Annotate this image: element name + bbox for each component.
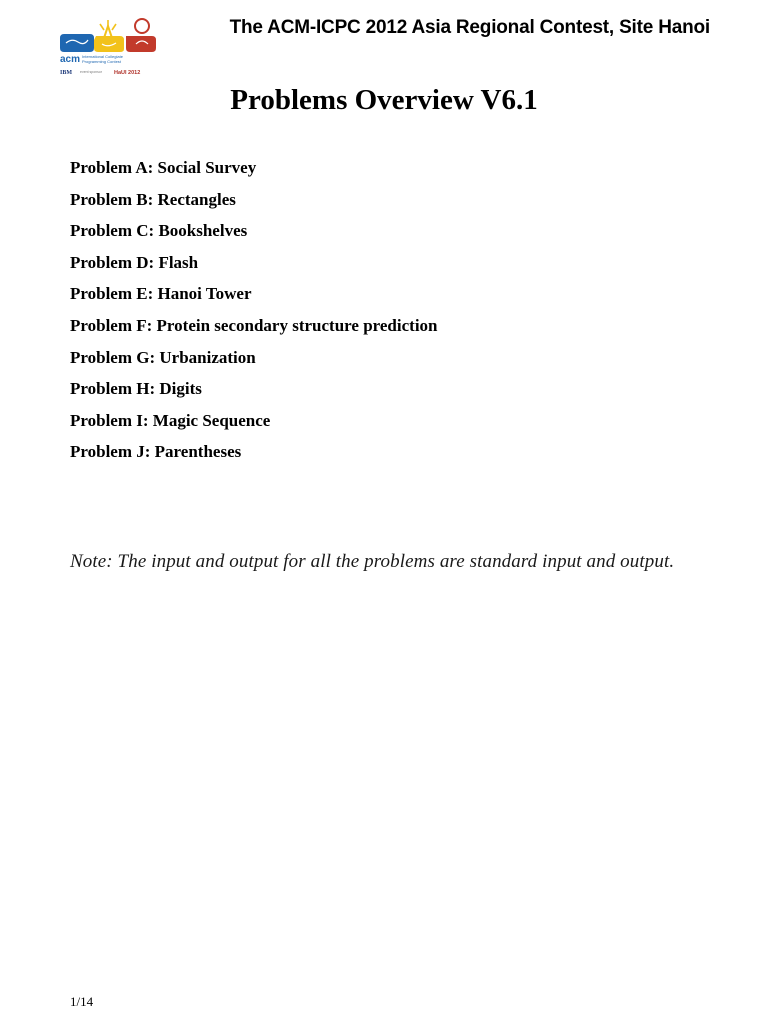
logo-host: HaUI 2012 bbox=[114, 70, 141, 76]
list-item: Problem E: Hanoi Tower bbox=[70, 284, 252, 304]
note-paragraph: Note: The input and output for all the problems are standard input and output. bbox=[70, 551, 675, 572]
list-item: Problem J: Parentheses bbox=[70, 442, 242, 462]
list-item: Problem I: Magic Sequence bbox=[70, 410, 271, 430]
list-item: Problem A: Social Survey bbox=[70, 158, 257, 177]
list-item: Problem H: Digits bbox=[70, 379, 202, 399]
list-item: Problem D: Flash bbox=[70, 252, 199, 272]
page-title: Problems Overview V6.1 bbox=[230, 84, 538, 116]
logo-tagline-2: Programming Contest bbox=[82, 59, 121, 64]
logo-sponsor: IBM bbox=[60, 70, 72, 76]
list-item: Problem G: Urbanization bbox=[70, 347, 256, 367]
page-number: 1/14 bbox=[70, 994, 94, 1009]
list-item: Problem C: Bookshelves bbox=[70, 221, 248, 241]
acm-icpc-logo-icon bbox=[58, 16, 162, 78]
page-header bbox=[0, 0, 768, 80]
list-item: Problem F: Protein secondary structure prediction bbox=[70, 315, 438, 335]
logo-sponsor-note: event sponsor bbox=[80, 70, 102, 74]
contest-title: The ACM-ICPC 2012 Asia Regional Contest, Site Hanoi bbox=[229, 17, 710, 38]
list-item: Problem B: Rectangles bbox=[70, 189, 236, 209]
logo-wordmark: acm bbox=[60, 54, 81, 65]
problem-list bbox=[70, 156, 438, 472]
logo-tagline-1: International Collegiate bbox=[82, 54, 123, 59]
